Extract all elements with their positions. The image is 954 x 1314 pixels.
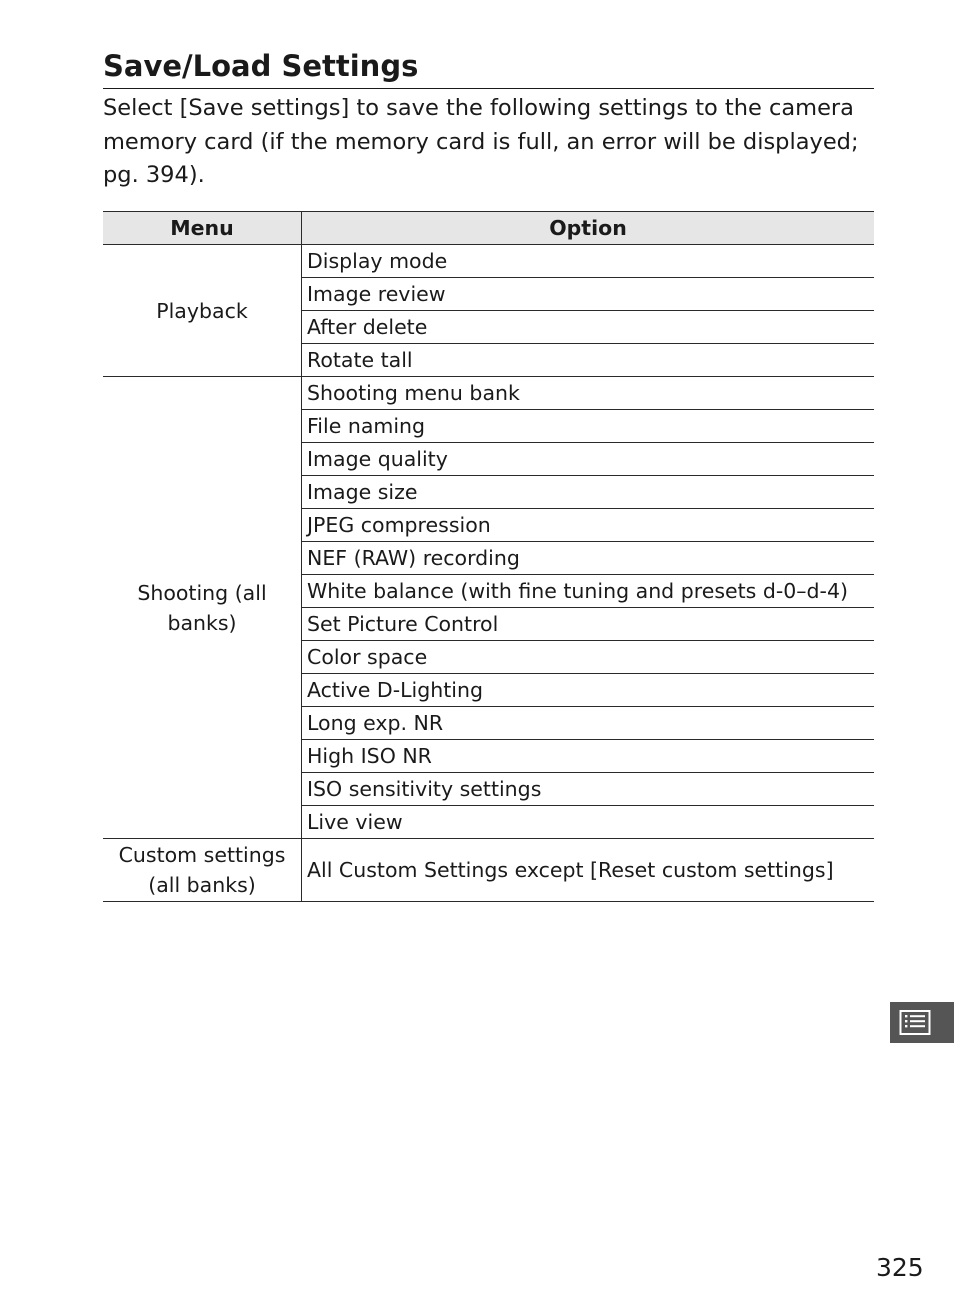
option-cell: Display mode xyxy=(302,245,875,278)
section-tab xyxy=(890,1002,954,1043)
intro-paragraph: Select [Save settings] to save the following settings to the camera memory card (if the memory card is full, an error will be displayed; pg. 394). xyxy=(103,95,859,188)
table-row xyxy=(103,245,874,278)
option-cell: ISO sensitivity settings xyxy=(302,773,875,806)
settings-table xyxy=(103,211,874,902)
option-cell: All Custom Settings except [Reset custom settings] xyxy=(302,839,875,902)
menu-cell: Custom settings (all banks) xyxy=(103,839,302,902)
option-cell: After delete xyxy=(302,311,875,344)
option-cell: Set Picture Control xyxy=(302,608,875,641)
page-title: Save/Load Settings xyxy=(103,46,874,89)
page-number: 325 xyxy=(876,1253,924,1282)
option-cell: File naming xyxy=(302,410,875,443)
option-cell: NEF (RAW) recording xyxy=(302,542,875,575)
table-row xyxy=(103,839,874,902)
option-cell: Active D-Lighting xyxy=(302,674,875,707)
table-body xyxy=(103,245,874,902)
header-menu: Menu xyxy=(103,212,302,245)
header-option: Option xyxy=(302,212,875,245)
menu-cell: Shooting (all banks) xyxy=(103,377,302,839)
option-cell: Color space xyxy=(302,641,875,674)
table-header-row xyxy=(103,212,874,245)
option-cell: Image size xyxy=(302,476,875,509)
option-cell: White balance (with fine tuning and presets d-0–d-4) xyxy=(302,575,875,608)
option-cell: Live view xyxy=(302,806,875,839)
table-row xyxy=(103,377,874,410)
menu-list-icon xyxy=(899,1009,931,1037)
option-cell: High ISO NR xyxy=(302,740,875,773)
option-cell: Image review xyxy=(302,278,875,311)
option-cell: Rotate tall xyxy=(302,344,875,377)
option-cell: JPEG compression xyxy=(302,509,875,542)
option-cell: Shooting menu bank xyxy=(302,377,875,410)
option-cell: Image quality xyxy=(302,443,875,476)
menu-cell: Playback xyxy=(103,245,302,377)
option-cell: Long exp. NR xyxy=(302,707,875,740)
